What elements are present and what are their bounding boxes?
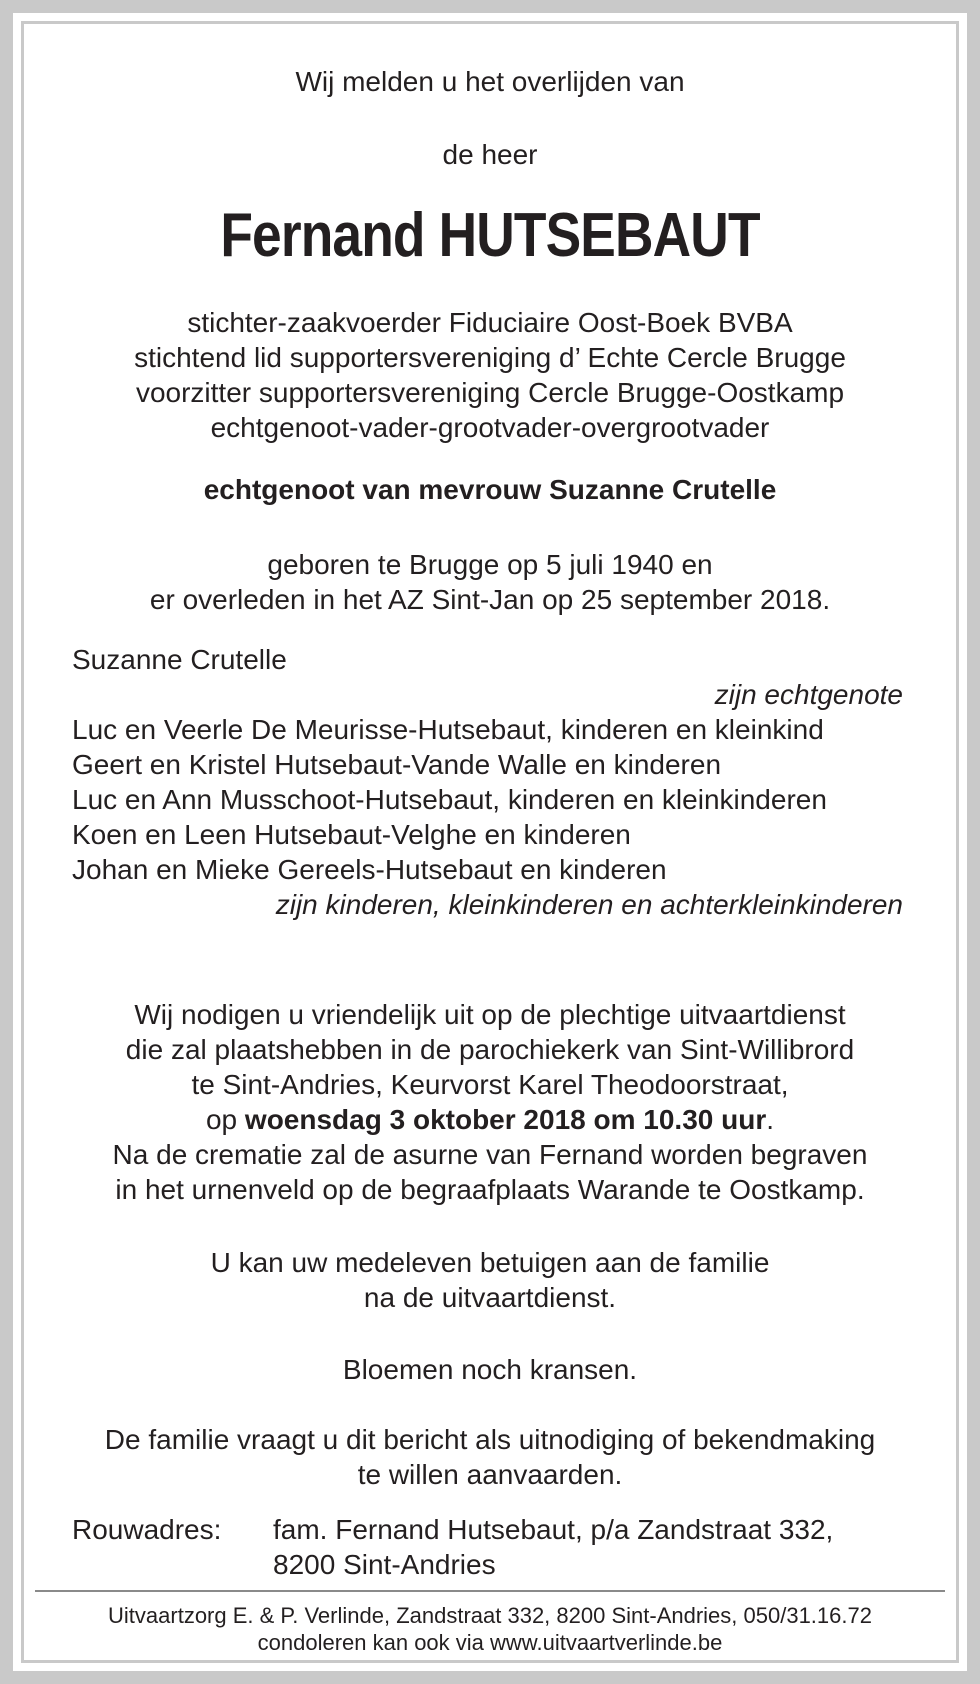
footer-divider — [35, 1590, 945, 1592]
obituary-frame — [13, 13, 967, 1671]
spouse-caption: zijn echtgenote — [714, 679, 903, 710]
family-child-line: Geert en Kristel Hutsebaut-Vande Walle en kinderen — [72, 749, 722, 780]
family-child-line: Luc en Veerle De Meurisse-Hutsebaut, kinderen en kleinkind — [72, 714, 824, 745]
spouse-line: echtgenoot van mevrouw Suzanne Crutelle — [203, 474, 777, 505]
footer-line: Uitvaartzorg E. & P. Verlinde, Zandstraat 332, 8200 Sint-Andries, 050/31.16.72 — [108, 1603, 872, 1628]
role-line: stichter-zaakvoerder Fiduciaire Oost-Boek BVBA — [187, 307, 793, 338]
request-line: te willen aanvaarden. — [357, 1459, 623, 1490]
role-line: stichtend lid supportersvereniging d’ Echte Cercle Brugge — [134, 342, 846, 373]
family-child-line: Johan en Mieke Gereels-Hutsebaut en kinderen — [72, 854, 667, 885]
service-line: Na de crematie zal de asurne van Fernand worden begraven — [112, 1139, 868, 1170]
flowers-line: Bloemen noch kransen. — [342, 1354, 638, 1385]
family-child-line: Koen en Leen Hutsebaut-Velghe en kinderen — [72, 819, 631, 850]
service-date-suffix: . — [766, 1104, 774, 1135]
footer-line: condoleren kan ook via www.uitvaartverlinde.be — [257, 1630, 723, 1655]
birth-line: geboren te Brugge op 5 juli 1940 en — [267, 549, 713, 580]
death-line: er overleden in het AZ Sint-Jan op 25 september 2018. — [149, 584, 831, 615]
service-line: in het urnenveld op de begraafplaats Warande te Oostkamp. — [115, 1174, 865, 1205]
family-child-line: Luc en Ann Musschoot-Hutsebaut, kinderen en kleinkinderen — [72, 784, 827, 815]
service-date-line — [37, 1103, 943, 1137]
service-date: woensdag 3 oktober 2018 om 10.30 uur — [244, 1104, 767, 1135]
children-caption: zijn kinderen, kleinkinderen en achterkleinkinderen — [275, 889, 903, 920]
request-line: De familie vraagt u dit bericht als uitnodiging of bekendmaking — [104, 1424, 876, 1455]
service-line: te Sint-Andries, Keurvorst Karel Theodoorstraat, — [191, 1069, 789, 1100]
intro-text: Wij melden u het overlijden van — [295, 66, 685, 97]
role-line: echtgenoot-vader-grootvader-overgrootvader — [210, 412, 770, 443]
address-line: fam. Fernand Hutsebaut, p/a Zandstraat 332, — [273, 1514, 834, 1545]
title-prefix: de heer — [442, 139, 538, 170]
condolence-line: na de uitvaartdienst. — [363, 1282, 617, 1313]
address-line: 8200 Sint-Andries — [273, 1549, 496, 1580]
service-line: die zal plaatshebben in de parochiekerk van Sint-Willibrord — [125, 1034, 855, 1065]
service-line: Wij nodigen u vriendelijk uit op de plechtige uitvaartdienst — [134, 999, 846, 1030]
service-date-prefix: op — [205, 1104, 245, 1135]
condolence-line: U kan uw medeleven betuigen aan de familie — [210, 1247, 770, 1278]
address-label: Rouwadres: — [72, 1514, 222, 1545]
family-spouse: Suzanne Crutelle — [72, 644, 287, 675]
deceased-name: Fernand HUTSEBAUT — [220, 201, 760, 270]
role-line: voorzitter supportersvereniging Cercle Brugge-Oostkamp — [135, 377, 845, 408]
